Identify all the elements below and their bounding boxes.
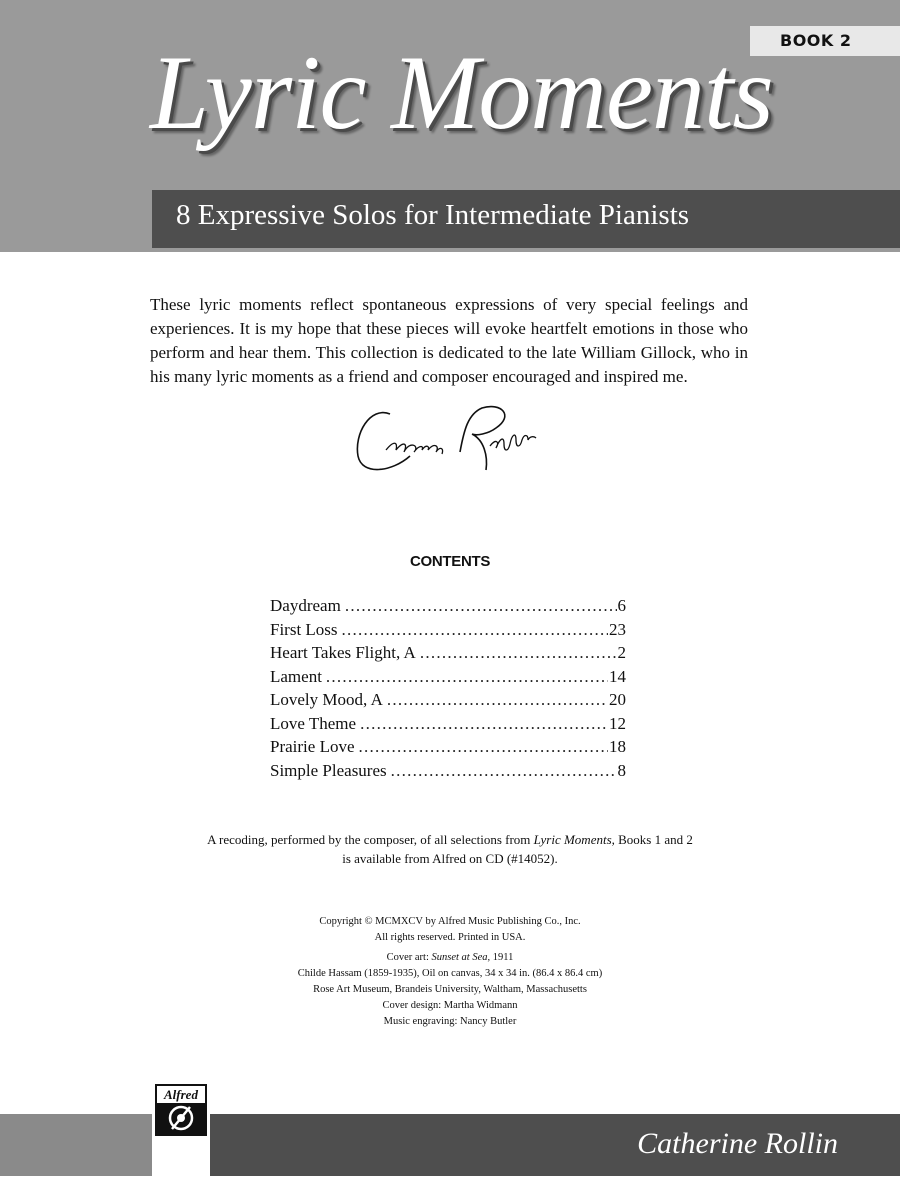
cover-art-year: 1911 bbox=[490, 952, 514, 963]
recording-album-title: Lyric Moments, bbox=[533, 832, 615, 847]
toc-title: Lament bbox=[270, 666, 322, 686]
recording-line-1 bbox=[150, 830, 750, 849]
toc-row bbox=[270, 761, 626, 785]
header-banner bbox=[0, 0, 900, 252]
toc-leader bbox=[360, 714, 608, 734]
toc-leader bbox=[342, 620, 608, 640]
toc-row bbox=[270, 714, 626, 738]
toc-leader bbox=[387, 690, 608, 710]
author-name: Catherine Rollin bbox=[637, 1127, 838, 1160]
recording-text: A recoding, performed by the composer, of all selections from bbox=[207, 832, 534, 847]
toc-title: Simple Pleasures bbox=[270, 760, 387, 780]
artist-line: Childe Hassam (1859-1935), Oil on canvas, 34 x 34 in. (86.4 x 86.4 cm) bbox=[297, 968, 603, 979]
page-title: Lyric Moments bbox=[150, 34, 773, 151]
toc-page-number: 18 bbox=[609, 737, 626, 756]
book-badge: BOOK 2 bbox=[750, 26, 900, 56]
recording-note bbox=[150, 830, 750, 868]
toc-title: Prairie Love bbox=[270, 737, 355, 756]
toc-row bbox=[270, 690, 626, 714]
table-of-contents bbox=[270, 596, 626, 784]
alfred-logo-word: Alfred bbox=[157, 1086, 205, 1103]
page-subtitle: 8 Expressive Solos for Intermediate Pianists bbox=[176, 199, 690, 231]
toc-page-number: 20 bbox=[609, 690, 626, 709]
footer-band-left bbox=[0, 1114, 152, 1176]
cover-art-label: Cover art: bbox=[386, 952, 432, 963]
subtitle-band bbox=[152, 190, 900, 248]
toc-page-number: 23 bbox=[609, 619, 626, 639]
engraving-line: Music engraving: Nancy Butler bbox=[383, 1016, 517, 1027]
cover-art-title: Sunset at Sea, bbox=[431, 952, 491, 963]
toc-page-number: 14 bbox=[609, 666, 626, 686]
recording-line-2: is available from Alfred on CD (#14052). bbox=[342, 851, 558, 866]
copyright-line: Copyright © MCMXCV by Alfred Music Publishing Co., Inc. bbox=[319, 916, 581, 927]
toc-title: Lovely Mood, A bbox=[270, 690, 383, 709]
toc-title: Heart Takes Flight, A bbox=[270, 643, 416, 662]
toc-leader bbox=[359, 737, 609, 757]
toc-title: First Loss bbox=[270, 619, 338, 639]
toc-page-number: 6 bbox=[617, 596, 626, 615]
recording-text: Books 1 and 2 bbox=[614, 832, 693, 847]
toc-leader bbox=[326, 667, 608, 687]
cover-design-line: Cover design: Martha Widmann bbox=[382, 1000, 518, 1011]
toc-row bbox=[270, 737, 626, 761]
toc-page-number: 12 bbox=[609, 713, 626, 733]
intro-paragraph: These lyric moments reflect spontaneous expressions of very special feelings and experiences. It is my hope that these pieces will evoke heartfelt emotions in those who perform and hear them. This collection is dedicated to the late William Gillock, who in his many lyric moments as a friend and composer encouraged and inspired me. bbox=[150, 295, 748, 386]
toc-row bbox=[270, 596, 626, 620]
toc-page-number: 2 bbox=[617, 643, 626, 662]
rights-line: All rights reserved. Printed in USA. bbox=[374, 932, 526, 943]
cover-art-line bbox=[150, 950, 750, 966]
toc-leader bbox=[420, 643, 617, 663]
toc-title: Daydream bbox=[270, 596, 341, 615]
contents-heading: CONTENTS bbox=[409, 553, 491, 570]
footer-band bbox=[210, 1114, 900, 1176]
toc-title: Love Theme bbox=[270, 713, 357, 733]
footer-margin bbox=[0, 1176, 900, 1200]
signature-image bbox=[352, 400, 552, 480]
music-clef-icon bbox=[157, 1103, 205, 1134]
toc-row bbox=[270, 643, 626, 667]
toc-row bbox=[270, 620, 626, 644]
toc-leader bbox=[391, 761, 617, 781]
toc-leader bbox=[345, 596, 617, 616]
toc-row bbox=[270, 667, 626, 691]
museum-line: Rose Art Museum, Brandeis University, Waltham, Massachusetts bbox=[313, 984, 587, 995]
copyright-block bbox=[150, 914, 750, 1030]
alfred-logo bbox=[155, 1084, 207, 1136]
toc-page-number: 8 bbox=[617, 760, 626, 780]
